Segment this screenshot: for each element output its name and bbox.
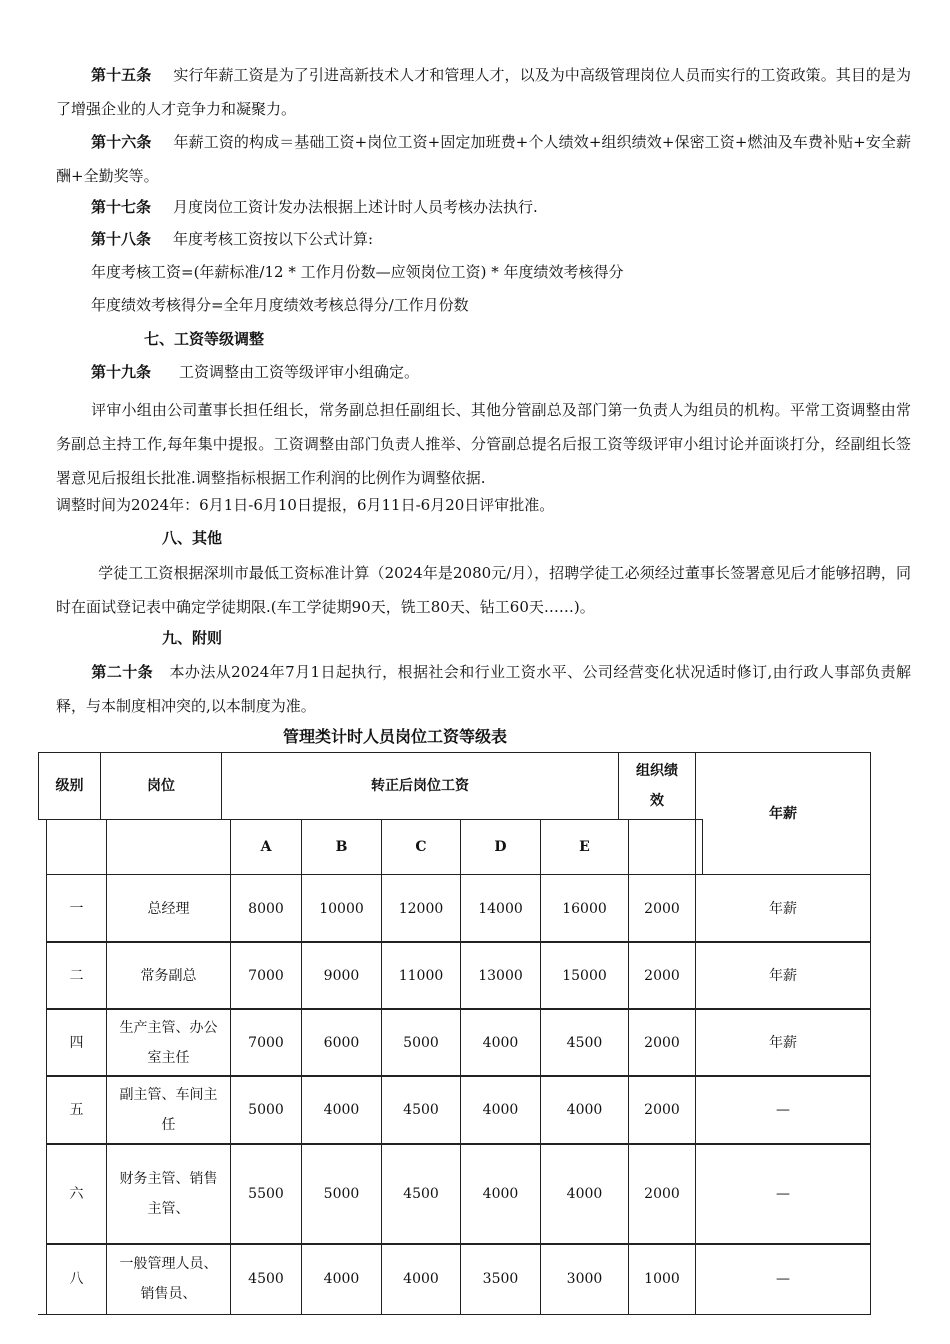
section-7-heading: 七、工资等级调整	[144, 330, 265, 348]
table-cell-annual: —	[695, 1143, 871, 1245]
table-cell-b: 10000	[301, 874, 382, 943]
formula-annual-score: 年度绩效考核得分=全年月度绩效考核总得分/工作月份数	[91, 296, 469, 314]
header-level: 级别	[38, 752, 101, 820]
committee-text: 评审小组由公司董事长担任组长，常务副总担任副组长、其他分管副总及部门第一负责人为组员的机构。平常工资调整由常务副总主持工作,每年集中提报。工资调整由部门负责人推举、分管副总提名后报工资等级评审小组讨论并面谈打分，经副组长签署意见后报组长批准.调整指标根据工作利润的比例作为调整依据.	[56, 401, 911, 487]
table-cell-level: 一	[46, 874, 107, 943]
table-title: 管理类计时人员岗位工资等级表	[282, 727, 507, 746]
table-cell-perf: 2000	[628, 1008, 696, 1077]
formula-annual-wage: 年度考核工资=(年薪标准/12 * 工作月份数—应领岗位工资) * 年度绩效考核得分	[91, 263, 624, 281]
table-cell-b: 9000	[301, 941, 382, 1010]
table-cell-position: 副主管、车间主任	[106, 1075, 231, 1145]
table-cell-position: 总经理	[106, 874, 231, 943]
header2-position-blank	[106, 819, 231, 875]
table-cell-e: 3000	[540, 1243, 629, 1315]
table-cell-c: 11000	[381, 941, 461, 1010]
article-15	[56, 58, 911, 126]
section-9-heading: 九、附则	[162, 629, 223, 647]
table-cell-annual: —	[695, 1243, 871, 1315]
article-15-text: 实行年薪工资是为了引进高新技术人才和管理人才，以及为中高级管理岗位人员而实行的工资政策。其目的是为了增强企业的人才竞争力和凝聚力。	[56, 66, 911, 118]
article-16	[56, 125, 911, 193]
table-cell-a: 7000	[230, 941, 302, 1010]
table-cell-d: 4000	[460, 1008, 541, 1077]
header-salary: 转正后岗位工资	[221, 752, 619, 820]
table-cell-a: 4500	[230, 1243, 302, 1315]
header-annual: 年薪	[695, 752, 871, 875]
article-20	[56, 655, 911, 723]
table-cell-b: 4000	[301, 1243, 382, 1315]
table-cell-annual: 年薪	[695, 941, 871, 1010]
table-cell-c: 12000	[381, 874, 461, 943]
header2-level-blank	[46, 819, 107, 875]
grade-e-header: E	[540, 819, 629, 875]
table-cell-annual: —	[695, 1075, 871, 1145]
table-cell-a: 8000	[230, 874, 302, 943]
adjustment-time: 调整时间为2024年：6月1日-6月10日提报，6月11日-6月20日评审批准。	[56, 496, 555, 514]
table-cell-perf: 2000	[628, 1075, 696, 1145]
table-cell-c: 4500	[381, 1143, 461, 1245]
grade-d-header: D	[460, 819, 541, 875]
table-cell-a: 5000	[230, 1075, 302, 1145]
apprentice-paragraph	[56, 556, 911, 624]
table-cell-perf: 1000	[628, 1243, 696, 1315]
article-16-text: 年薪工资的构成＝基础工资+岗位工资+固定加班费+个人绩效+组织绩效+保密工资+燃油及车费补贴+安全薪酬+全勤奖等。	[56, 133, 911, 185]
committee-paragraph	[56, 393, 911, 495]
table-cell-e: 4500	[540, 1008, 629, 1077]
table-cell-position: 生产主管、办公室主任	[106, 1008, 231, 1077]
table-cell-e: 16000	[540, 874, 629, 943]
article-15-label: 第十五条	[91, 66, 152, 84]
article-16-label: 第十六条	[91, 133, 152, 151]
table-cell-position: 常务副总	[106, 941, 231, 1010]
table-cell-perf: 2000	[628, 874, 696, 943]
table-cell-c: 5000	[381, 1008, 461, 1077]
article-19	[91, 357, 419, 387]
table-cell-a: 5500	[230, 1143, 302, 1245]
table-cell-d: 4000	[460, 1143, 541, 1245]
article-18	[91, 224, 373, 254]
table-cell-level: 八	[46, 1243, 107, 1315]
table-cell-a: 7000	[230, 1008, 302, 1077]
table-cell-c: 4000	[381, 1243, 461, 1315]
header2-perf-blank	[628, 819, 696, 875]
table-cell-level: 六	[46, 1143, 107, 1245]
article-19-text: 工资调整由工资等级评审小组确定。	[179, 363, 420, 381]
grade-b-header: B	[301, 819, 382, 875]
table-cell-e: 15000	[540, 941, 629, 1010]
table-cell-annual: 年薪	[695, 874, 871, 943]
article-20-label: 第二十条	[91, 663, 154, 681]
article-17-text: 月度岗位工资计发办法根据上述计时人员考核办法执行.	[173, 198, 538, 216]
apprentice-text: 学徒工工资根据深圳市最低工资标准计算（2024年是2080元/月），招聘学徒工必须经过董事长签署意见后才能够招聘，同时在面试登记表中确定学徒期限.(车工学徒期90天，铣工80天、钻工60天……)。	[56, 564, 911, 616]
table-cell-d: 14000	[460, 874, 541, 943]
table-cell-c: 4500	[381, 1075, 461, 1145]
table-cell-d: 4000	[460, 1075, 541, 1145]
table-cell-d: 13000	[460, 941, 541, 1010]
header-position: 岗位	[100, 752, 222, 820]
table-cell-position: 一般管理人员、销售员、	[106, 1243, 231, 1315]
article-18-label: 第十八条	[91, 230, 152, 248]
table-cell-b: 5000	[301, 1143, 382, 1245]
article-17-label: 第十七条	[91, 198, 152, 216]
header2-gap	[695, 819, 703, 875]
table-cell-level: 二	[46, 941, 107, 1010]
table-cell-perf: 2000	[628, 1143, 696, 1245]
table-cell-perf: 2000	[628, 941, 696, 1010]
table-cell-d: 3500	[460, 1243, 541, 1315]
table-cell-annual: 年薪	[695, 1008, 871, 1077]
header-perf: 组织绩效	[618, 752, 696, 820]
article-20-text: 本办法从2024年7月1日起执行，根据社会和行业工资水平、公司经营变化状况适时修订,由行政人事部负责解释，与本制度相冲突的,以本制度为准。	[56, 663, 911, 715]
section-8-heading: 八、其他	[162, 529, 223, 547]
table-cell-b: 4000	[301, 1075, 382, 1145]
table-bottom-rule	[38, 1314, 871, 1315]
article-17	[91, 192, 538, 222]
article-18-text: 年度考核工资按以下公式计算:	[173, 230, 374, 248]
article-19-label: 第十九条	[91, 363, 152, 381]
grade-c-header: C	[381, 819, 461, 875]
grade-a-header: A	[230, 819, 302, 875]
table-cell-level: 四	[46, 1008, 107, 1077]
table-cell-level: 五	[46, 1075, 107, 1145]
table-cell-b: 6000	[301, 1008, 382, 1077]
table-cell-e: 4000	[540, 1075, 629, 1145]
table-cell-e: 4000	[540, 1143, 629, 1245]
table-cell-position: 财务主管、销售主管、	[106, 1143, 231, 1245]
